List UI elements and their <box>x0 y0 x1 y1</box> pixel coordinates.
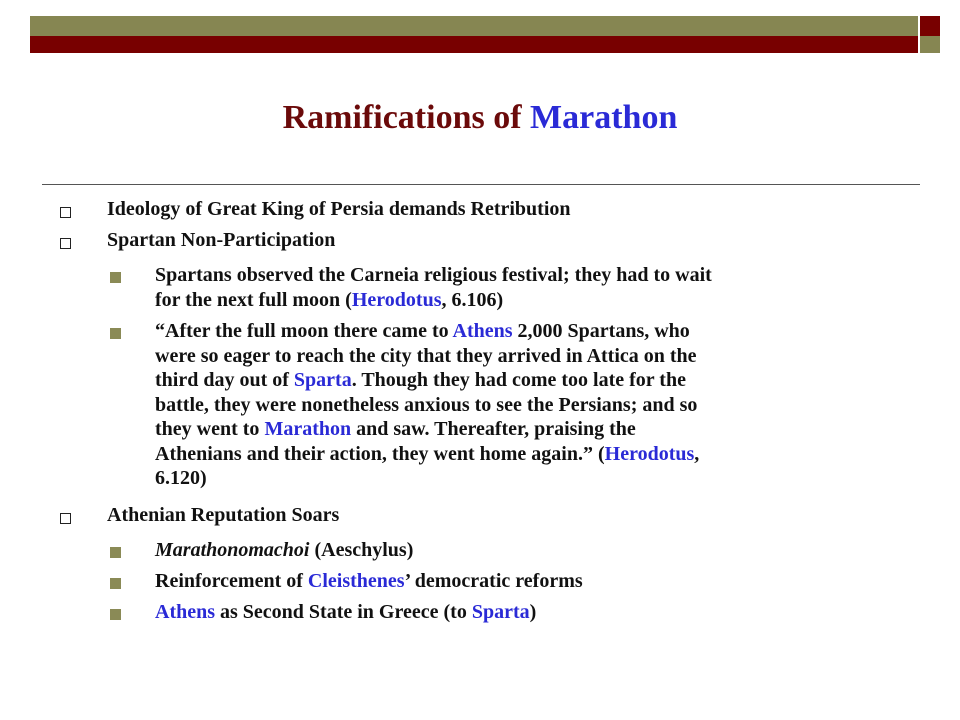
filled-square-bullet-icon <box>110 578 121 589</box>
link-herodotus[interactable]: Herodotus <box>351 288 442 311</box>
bullet-athenian-reputation: Athenian Reputation Soars <box>107 504 340 526</box>
filled-square-bullet-icon <box>110 609 121 620</box>
link-athens[interactable]: Athens <box>155 601 216 623</box>
subbullet-carneia: Spartans observed the Carneia religious festival; they had to wait for the next full moon (Herodotus, 6.106) <box>155 264 712 311</box>
header-bar-maroon <box>30 36 918 53</box>
link-marathon[interactable]: Marathon <box>264 418 352 440</box>
square-bullet-icon <box>60 238 71 249</box>
header-square-olive <box>920 36 940 53</box>
square-bullet-icon <box>60 207 71 218</box>
subbullet-marathonomachoi: Marathonomachoi (Aeschylus) <box>155 539 414 561</box>
title-link-marathon[interactable]: Marathon <box>530 99 678 136</box>
link-herodotus[interactable]: Herodotus <box>604 442 695 465</box>
filled-square-bullet-icon <box>110 272 121 283</box>
header-square-maroon <box>920 16 940 36</box>
filled-square-bullet-icon <box>110 547 121 558</box>
slide-title <box>0 96 960 140</box>
title-divider <box>42 184 920 185</box>
bullet-ideology: Ideology of Great King of Persia demands Retribution <box>107 198 571 220</box>
link-sparta[interactable]: Sparta <box>471 601 530 623</box>
subbullet-quote: “After the full moon there came to Athens 2,000 Spartans, who were so eager to reach the city that they arrived in Attica on the third day out of Sparta. Though they had come too late for the battle, they were nonetheless anxious to see the Persians; and so they went to Marathon and saw. Thereafter, praising the Athenians and their action, they went home again.” (Herodotus, 6.120) <box>155 320 700 489</box>
header-bar-olive <box>30 16 918 36</box>
subbullet-cleisthenes: Reinforcement of Cleisthenes’ democratic reforms <box>155 570 583 592</box>
link-cleisthenes[interactable]: Cleisthenes <box>307 570 405 592</box>
filled-square-bullet-icon <box>110 328 121 339</box>
bullet-spartan-non-participation: Spartan Non-Participation <box>107 229 336 251</box>
subbullet-second-state: Athens as Second State in Greece (to Sparta) <box>155 601 537 623</box>
square-bullet-icon <box>60 513 71 524</box>
link-athens[interactable]: Athens <box>452 320 513 342</box>
link-sparta[interactable]: Sparta <box>293 369 352 391</box>
title-text: Ramifications of <box>282 99 531 136</box>
